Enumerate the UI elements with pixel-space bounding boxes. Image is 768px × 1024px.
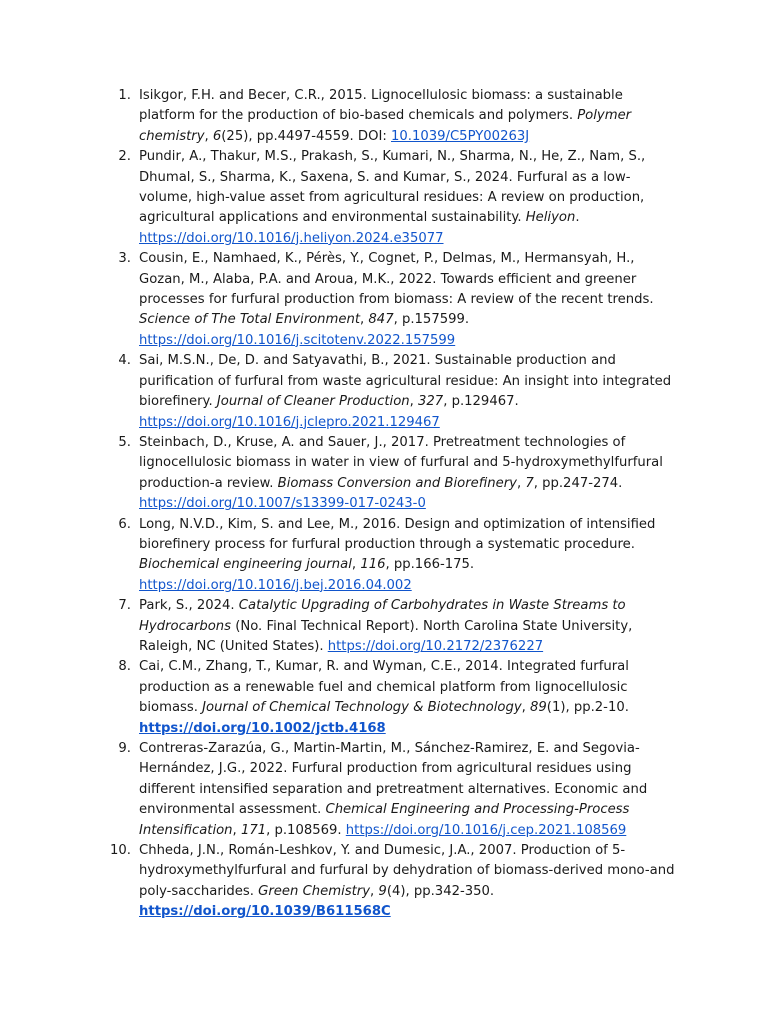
reference-journal: Green Chemistry (258, 883, 371, 899)
reference-separator: , (204, 128, 213, 144)
reference-number: 9. (118, 741, 131, 756)
reference-link[interactable]: https://doi.org/10.1039/B611568C (139, 904, 391, 920)
reference-number: 1. (118, 88, 131, 103)
reference-number: 10. (110, 843, 131, 859)
reference-text: Chheda, J.N., Román-Leshkov, Y. and Dumesic, J.A., 2007. Production of 5-hydroxymethylfurfural and furfural by dehydration of biomass-derived mono-and poly-saccharides. (139, 843, 675, 899)
reference-journal: Biochemical engineering journal (139, 557, 352, 573)
reference-separator: , (409, 394, 419, 410)
reference-separator: , (521, 700, 531, 716)
reference-text: Cai, C.M., Zhang, T., Kumar, R. and Wyman, C.E., 2014. Integrated furfural production as a renewable fuel and chemical platform from lignocellulosic biomass. (139, 659, 629, 716)
reference-link[interactable]: https://doi.org/10.1016/j.bej.2016.04.002 (139, 577, 412, 593)
reference-details: , p.129467. (443, 394, 519, 410)
reference-details: (1), pp.2-10. (546, 700, 629, 716)
reference-journal: Biomass Conversion and Biorefinery (277, 475, 517, 491)
reference-text: Pundir, A., Thakur, M.S., Prakash, S., Kumari, N., Sharma, N., He, Z., Nam, S., Dhumal, S., Sharma, K., Saxena, S. and Kumar, S., 2024. Furfural as a low-volume, high-value asset from agricultural residues: A review on production, agricultural applications and environmental sustainability. (139, 149, 646, 226)
reference-details: , p.108569. (266, 822, 346, 838)
reference-number: 5. (118, 434, 131, 450)
reference-details: , pp.247-274. (533, 475, 623, 491)
reference-item (118, 351, 679, 433)
reference-separator: , (516, 475, 526, 491)
reference-link[interactable]: https://doi.org/10.1016/j.heliyon.2024.e35077 (139, 230, 444, 246)
reference-link[interactable]: 10.1039/C5PY00263J (391, 128, 530, 144)
reference-text: Isikgor, F.H. and Becer, C.R., 2015. Lignocellulosic biomass: a sustainable platform for the production of bio-based chemicals and polymers. (139, 88, 623, 124)
reference-details: , pp.166-175. (385, 557, 475, 573)
reference-link[interactable]: https://doi.org/10.1016/j.scitotenv.2022.157599 (139, 332, 456, 348)
reference-number: 3. (118, 251, 131, 267)
reference-volume: 9 (378, 883, 387, 899)
reference-text: Park, S., 2024. (139, 598, 239, 614)
reference-journal: Polymer chemistry (139, 108, 632, 144)
reference-item (118, 515, 679, 597)
reference-separator: , (370, 883, 379, 899)
reference-volume: 116 (360, 557, 386, 573)
reference-text: Long, N.V.D., Kim, S. and Lee, M., 2016. Design and optimization of intensified biorefinery process for furfural production through a systematic procedure. (139, 516, 656, 552)
reference-details: , p.157599. (393, 312, 470, 328)
reference-volume: 327 (418, 394, 444, 410)
reference-details: (4), pp.342-350. (386, 883, 495, 899)
reference-separator: , (360, 312, 369, 328)
reference-number: 7. (118, 598, 131, 614)
reference-volume: 89 (530, 700, 547, 716)
reference-item (118, 739, 679, 841)
reference-journal: Science of The Total Environment (139, 312, 361, 328)
reference-item (118, 249, 679, 351)
reference-item (118, 657, 679, 739)
reference-journal: Journal of Chemical Technology & Biotechnology (202, 700, 522, 716)
reference-volume: 847 (368, 312, 394, 328)
reference-number: 2. (118, 149, 131, 165)
reference-volume: 171 (240, 822, 267, 838)
reference-item (110, 841, 679, 923)
reference-text: Cousin, E., Namhaed, K., Pérès, Y., Cognet, P., Delmas, M., Hermansyah, H., Gozan, M., Alaba, P.A. and Aroua, M.K., 2022. Towards efficient and greener processes for furfural production from biomass: A review of the recent trends. (139, 251, 654, 308)
reference-number: 6. (118, 516, 131, 532)
reference-link[interactable]: https://doi.org/10.1002/jctb.4168 (139, 720, 386, 736)
reference-link[interactable]: https://doi.org/10.2172/2376227 (327, 638, 544, 654)
reference-text: Sai, M.S.N., De, D. and Satyavathi, B., 2021. Sustainable production and purification of furfural from waste agricultural residue: An insight into integrated biorefinery. (139, 353, 672, 410)
reference-journal: Heliyon (525, 210, 576, 226)
reference-volume: 7 (525, 475, 534, 491)
reference-link[interactable]: https://doi.org/10.1007/s13399-017-0243-0 (139, 496, 426, 512)
reference-text: Contreras-Zarazúa, G., Martin-Martin, M., Sánchez-Ramirez, E. and Segovia-Hernández, J.G., 2022. Furfural production from agricultural residues using different intensified separation and pretreatment alternatives. Economic and environmental assessment. (139, 741, 648, 818)
reference-volume: 6 (212, 128, 222, 144)
reference-item (118, 86, 679, 147)
reference-list (110, 86, 679, 923)
reference-separator: , (351, 557, 361, 573)
reference-details: (No. Final Technical Report). North Carolina State University, Raleigh, NC (United States). (139, 618, 633, 654)
reference-link[interactable]: https://doi.org/10.1016/j.jclepro.2021.129467 (139, 414, 440, 430)
reference-link[interactable]: https://doi.org/10.1016/j.cep.2021.108569 (345, 822, 627, 838)
reference-number: 4. (118, 353, 131, 369)
reference-details: (25), pp.4497-4559. DOI: (221, 128, 391, 144)
reference-separator: , (232, 822, 241, 838)
reference-journal: Chemical Engineering and Processing-Process Intensification (139, 802, 630, 838)
reference-item (118, 147, 679, 249)
reference-number: 8. (118, 659, 131, 675)
reference-text: Steinbach, D., Kruse, A. and Sauer, J., 2017. Pretreatment technologies of lignocellulosic biomass in water in view of furfural and 5-hydroxymethylfurfural production-a review. (139, 434, 663, 491)
reference-details: . (575, 210, 580, 226)
reference-item (118, 433, 679, 515)
reference-item (118, 596, 679, 657)
reference-title: Catalytic Upgrading of Carbohydrates in Waste Streams to Hydrocarbons (139, 598, 626, 634)
reference-journal: Journal of Cleaner Production (216, 394, 410, 410)
